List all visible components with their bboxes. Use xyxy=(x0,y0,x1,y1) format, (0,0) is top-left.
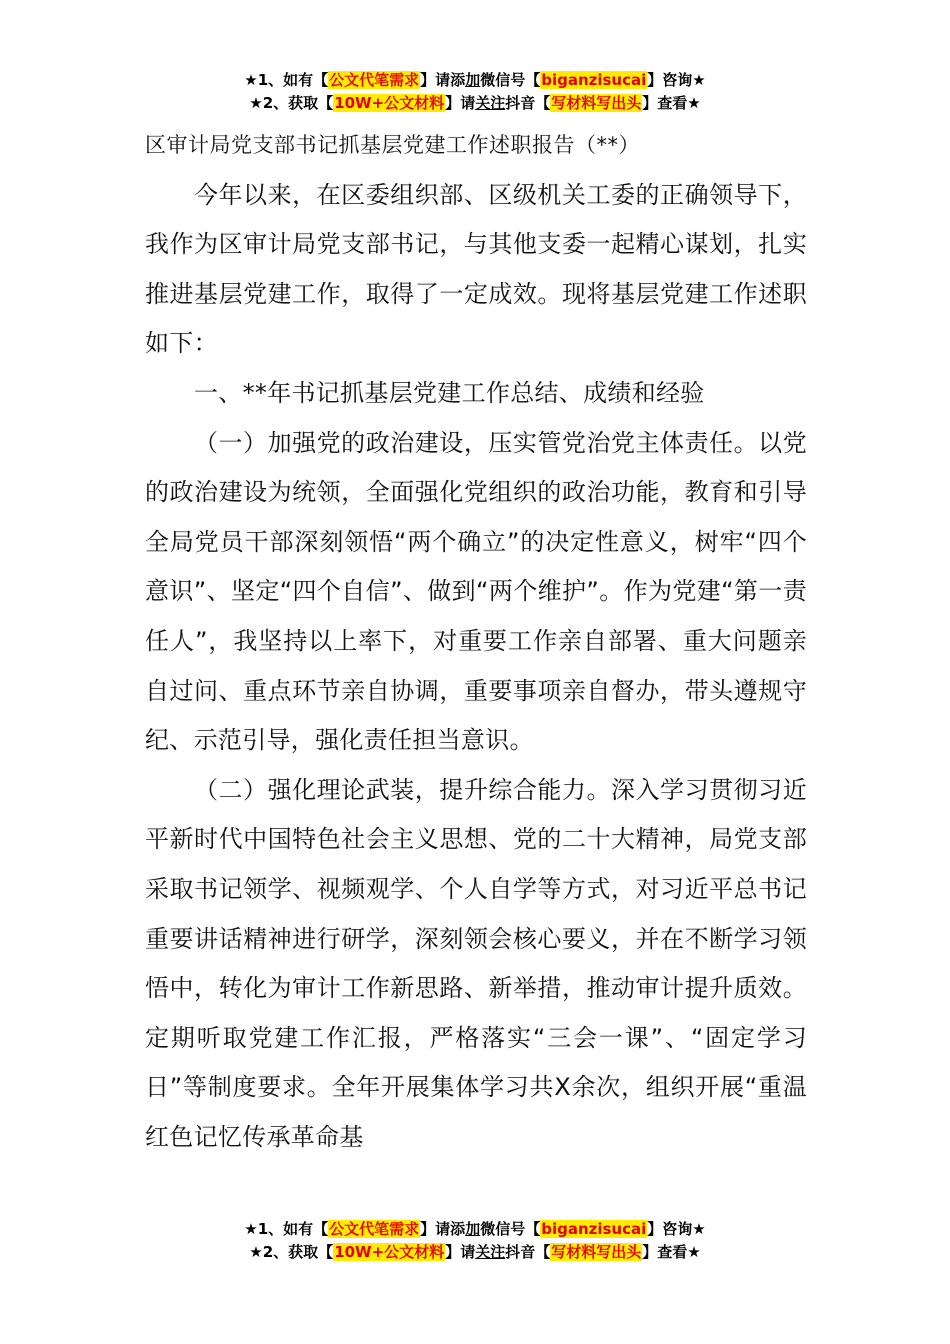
promo-suffix: 】咨询★ xyxy=(647,71,706,89)
promo-prefix: ★2、获取【 xyxy=(249,1243,334,1261)
promo-emphasis: 加 xyxy=(465,71,481,89)
promo-text: 抖音【 xyxy=(505,1243,551,1261)
highlight-materials: 10W+公文材料 xyxy=(334,1243,445,1261)
promo-text: 微信号【 xyxy=(480,1220,541,1238)
promo-suffix: 】查看★ xyxy=(642,1243,701,1261)
highlight-wechat-id: biganzisucai xyxy=(541,71,647,89)
promo-prefix: ★1、如有【 xyxy=(244,71,329,89)
promo-banner-top xyxy=(0,69,950,115)
highlight-douyin-account: 写材料写出头 xyxy=(551,94,642,112)
highlight-materials: 10W+公文材料 xyxy=(334,94,445,112)
promo-suffix: 】查看★ xyxy=(642,94,701,112)
highlight-service: 公文代笔需求 xyxy=(329,1220,420,1238)
highlight-douyin-account: 写材料写出头 xyxy=(551,1243,642,1261)
promo-suffix: 】咨询★ xyxy=(647,1220,706,1238)
document-body xyxy=(145,121,807,1162)
section-heading: 一、**年书记抓基层党建工作总结、成绩和经验 xyxy=(194,378,705,407)
promo-line-2 xyxy=(0,1241,950,1264)
promo-emphasis: 关注 xyxy=(475,94,506,112)
paragraph-intro: 今年以来，在区委组织部、区级机关工委的正确领导下，我作为区审计局党支部书记，与其他支委一起精心谋划，扎实推进基层党建工作，取得了一定成效。现将基层党建工作述职如下： xyxy=(145,180,807,358)
paragraph-political-building: （一）加强党的政治建设，压实管党治党主体责任。以党的政治建设为统领，全面强化党组织的政治功能，教育和引导全局党员干部深刻领悟“两个确立”的决定性意义，树牢“四个意识”、坚定“四个自信”、做到“两个维护”。作为党建“第一责任人”，我坚持以上率下，对重要工作亲自部署、重大问题亲自过问、重点环节亲自协调，重要事项亲自督办，带头遵规守纪、示范引导，强化责任担当意识。 xyxy=(145,428,807,755)
promo-text: 】请 xyxy=(445,1243,476,1261)
promo-banner-bottom xyxy=(0,1218,950,1264)
promo-prefix: ★1、如有【 xyxy=(244,1220,329,1238)
document-title: 区审计局党支部书记抓基层党建工作述职报告（**） xyxy=(145,133,640,157)
promo-emphasis: 关注 xyxy=(475,1243,506,1261)
paragraph-theory-study: （二）强化理论武装，提升综合能力。深入学习贯彻习近平新时代中国特色社会主义思想、党的二十大精神，局党支部采取书记领学、视频观学、个人自学等方式，对习近平总书记重要讲话精神进行研学，深刻领会核心要义，并在不断学习领悟中，转化为审计工作新思路、新举措，推动审计提升质效。定期听取党建工作汇报，严格落实“三会一课”、“固定学习日”等制度要求。全年开展集体学习共X余次，组织开展“重温红色记忆传承革命基 xyxy=(145,775,807,1151)
promo-text: 】请添 xyxy=(420,1220,466,1238)
promo-text: 抖音【 xyxy=(505,94,551,112)
promo-line-1 xyxy=(0,69,950,92)
promo-text: 】请添 xyxy=(420,71,466,89)
highlight-wechat-id: biganzisucai xyxy=(541,1220,647,1238)
promo-emphasis: 加 xyxy=(465,1220,481,1238)
highlight-service: 公文代笔需求 xyxy=(329,71,420,89)
promo-text: 微信号【 xyxy=(480,71,541,89)
promo-line-2 xyxy=(0,92,950,115)
promo-line-1 xyxy=(0,1218,950,1241)
promo-prefix: ★2、获取【 xyxy=(249,94,334,112)
promo-text: 】请 xyxy=(445,94,476,112)
